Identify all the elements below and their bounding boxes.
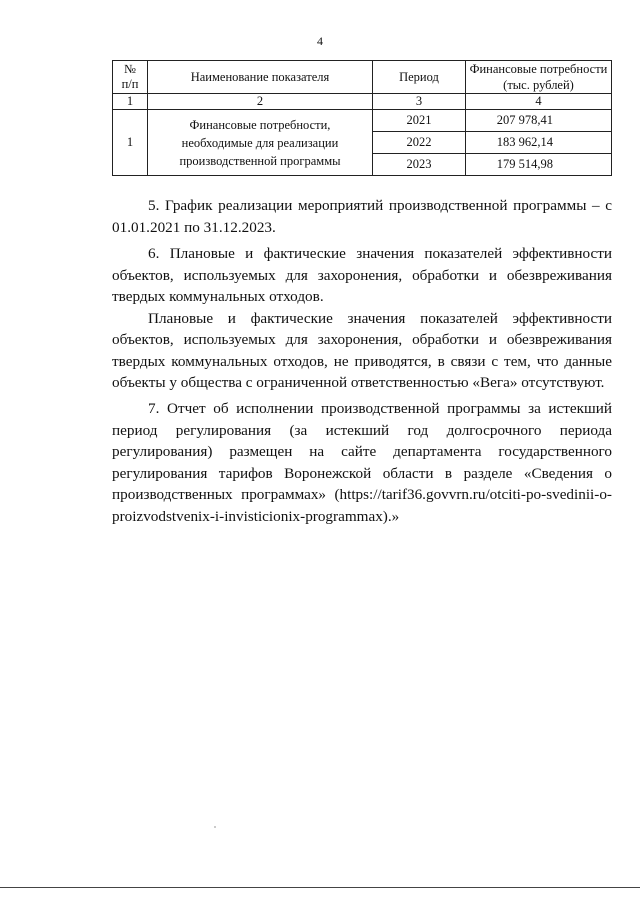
row-indicator-name [148,110,373,176]
header-number-line1: № [124,62,136,76]
index-cell: 2 [148,94,373,110]
header-number-line2: п/п [121,77,139,91]
header-financial-line1: Финансовые потребности [469,62,608,76]
section-6 [112,243,612,394]
index-cell: 3 [373,94,466,110]
header-number [113,61,148,94]
report-paragraph: 7. Отчет об исполнении производственной программы за истекший период регулирования (за истекший год долгосрочного периода регулирования) размещен на сайте департамента государственного регулирования тарифов Воронежской области в разделе «Сведения о производственных программах» (https://tarif36.govvrn.ru/otciti-po-svedinii-o-proizvodstvenix-i-invisticionix-programmax).» [112,400,612,525]
period-cell: 2023 [373,154,466,176]
amount-cell: 183 962,14 [466,132,612,154]
scan-dot [214,826,216,828]
footer-divider [0,887,640,888]
efficiency-note-paragraph: Плановые и фактические значения показателей эффективности объектов, используемых для захоронения, обработки и обезвреживания твердых коммунальных отходов, не приводятся, в связи с тем, что данные объекты у общества с ограниченной ответственностью «Вега» отсутствуют. [112,309,612,391]
header-financial-needs [466,61,612,94]
page-number: 4 [317,34,323,48]
section-5 [112,195,612,238]
header-name: Наименование показателя [148,61,373,94]
table-header-row [113,61,612,94]
indicator-name-line3: производственной программы [179,153,341,168]
efficiency-heading-paragraph: 6. Плановые и фактические значения показателей эффективности объектов, используемых для захоронения, обработки и обезвреживания твердых коммунальных отходов. [112,245,612,305]
amount-cell: 207 978,41 [466,110,612,132]
amount-cell: 179 514,98 [466,154,612,176]
schedule-paragraph: 5. График реализации мероприятий производственной программы – с 01.01.2021 по 31.12.2023. [112,197,612,236]
index-cell: 4 [466,94,612,110]
index-cell: 1 [113,94,148,110]
header-period: Период [373,61,466,94]
period-cell: 2022 [373,132,466,154]
period-cell: 2021 [373,110,466,132]
row-number: 1 [113,110,148,176]
section-7 [112,398,612,527]
indicator-name-line1: Финансовые потребности, [189,117,331,132]
header-financial-line2: (тыс. рублей) [503,78,574,92]
indicator-name-line2: необходимые для реализации [181,135,339,150]
table-row [113,110,612,132]
financial-needs-table [112,60,612,176]
table-index-row [113,94,612,110]
